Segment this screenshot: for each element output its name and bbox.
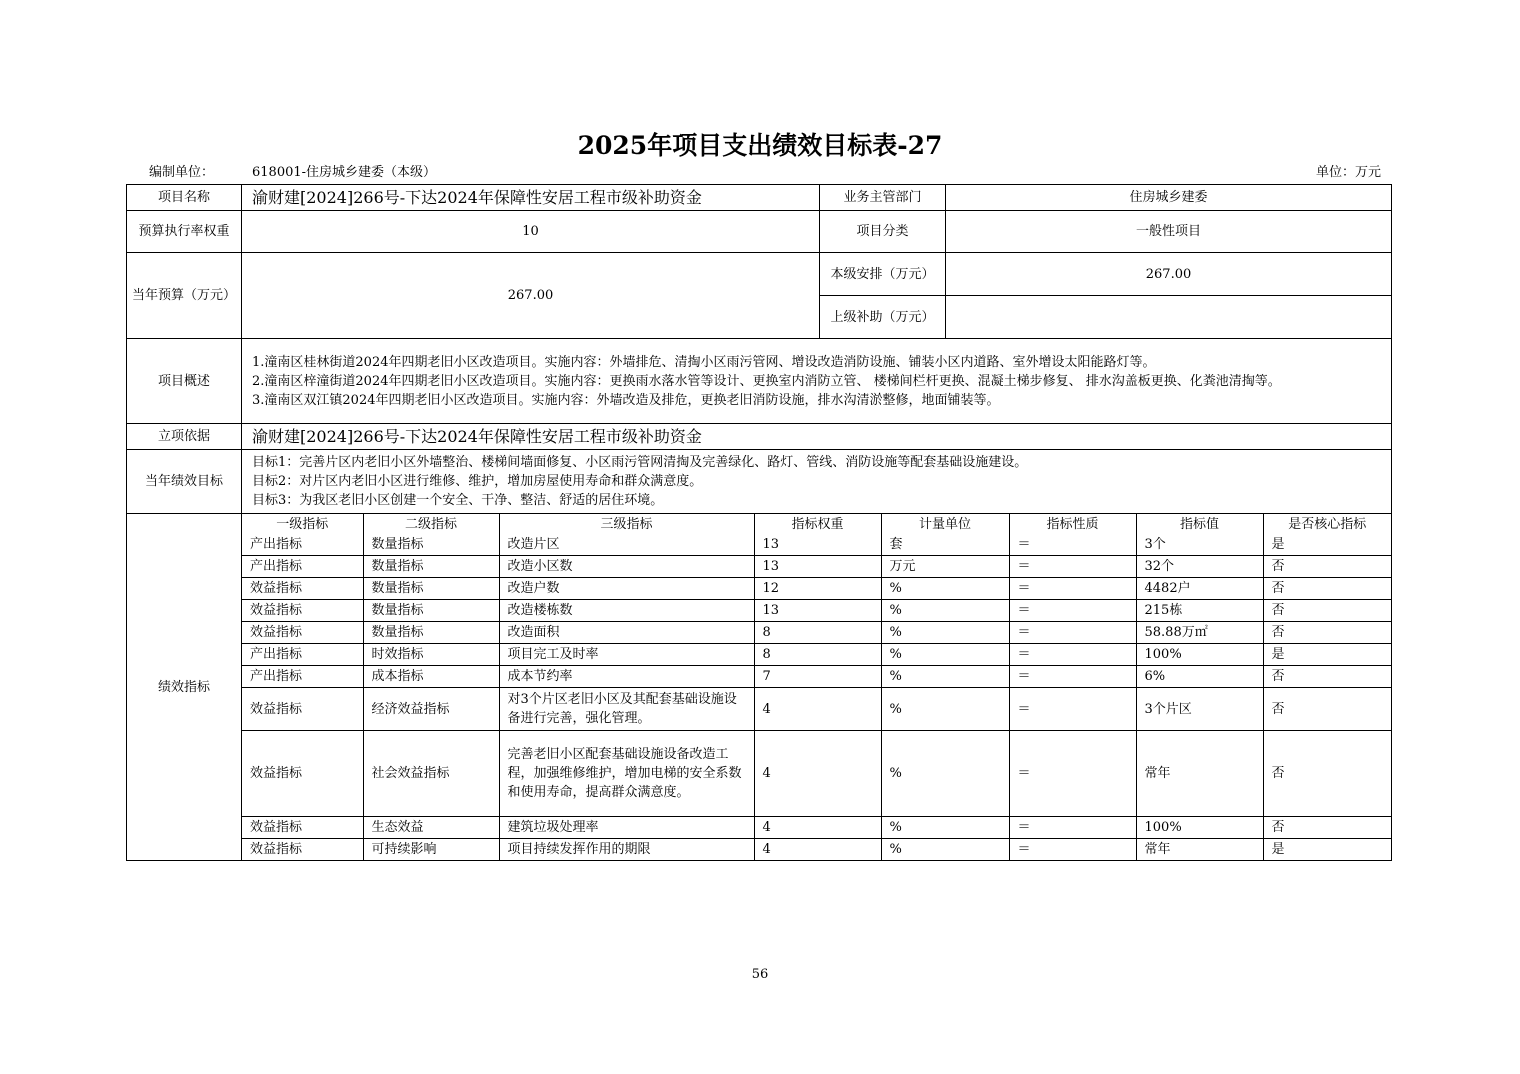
superior-label: 上级补助（万元） bbox=[820, 296, 946, 339]
page-number: 56 bbox=[751, 967, 769, 982]
indicator-cell: 效益指标 bbox=[242, 578, 363, 600]
indicator-row bbox=[242, 839, 1391, 861]
indicator-cell: 常年 bbox=[1136, 731, 1263, 817]
dept-value: 住房城乡建委 bbox=[946, 185, 1392, 211]
indicator-cell: % bbox=[881, 839, 1009, 861]
indicator-cell: 建筑垃圾处理率 bbox=[499, 817, 754, 839]
project-name-value: 渝财建[2024]266号-下达2024年保障性安居工程市级补助资金 bbox=[242, 185, 820, 211]
indicator-cell: 常年 bbox=[1136, 839, 1263, 861]
indicator-row bbox=[242, 688, 1391, 731]
indicators-header-cell: 二级指标 bbox=[363, 514, 499, 534]
indicator-cell: 数量指标 bbox=[363, 622, 499, 644]
overview-label: 项目概述 bbox=[127, 339, 242, 424]
overview-text bbox=[242, 339, 1392, 424]
basis-label: 立项依据 bbox=[127, 424, 242, 450]
indicator-row bbox=[242, 534, 1391, 556]
indicator-cell: 数量指标 bbox=[363, 600, 499, 622]
budget-value: 267.00 bbox=[242, 253, 820, 339]
local-value: 267.00 bbox=[946, 253, 1392, 296]
indicator-cell: 32个 bbox=[1136, 556, 1263, 578]
indicator-cell: 效益指标 bbox=[242, 817, 363, 839]
indicator-cell: ＝ bbox=[1009, 622, 1136, 644]
indicator-cell: 4 bbox=[754, 731, 881, 817]
indicator-cell: 215栋 bbox=[1136, 600, 1263, 622]
indicator-cell: ＝ bbox=[1009, 666, 1136, 688]
indicator-cell: 4 bbox=[754, 688, 881, 731]
indicator-cell: ＝ bbox=[1009, 600, 1136, 622]
indicator-row bbox=[242, 666, 1391, 688]
indicator-cell: % bbox=[881, 578, 1009, 600]
indicator-cell: 万元 bbox=[881, 556, 1009, 578]
indicator-cell: 13 bbox=[754, 600, 881, 622]
indicator-cell: 数量指标 bbox=[363, 578, 499, 600]
indicator-cell: 否 bbox=[1263, 688, 1391, 731]
indicator-cell: 12 bbox=[754, 578, 881, 600]
indicator-cell: 是 bbox=[1263, 534, 1391, 556]
indicator-row bbox=[242, 600, 1391, 622]
indicator-row bbox=[242, 622, 1391, 644]
goal-item: 目标1：完善片区内老旧小区外墙整治、楼梯间墙面修复、小区雨污管网清掏及完善绿化、路灯、管线、消防设施等配套基础设施建设。 bbox=[252, 455, 1028, 470]
indicator-cell: ＝ bbox=[1009, 839, 1136, 861]
indicator-cell: ＝ bbox=[1009, 556, 1136, 578]
indicator-cell: 成本指标 bbox=[363, 666, 499, 688]
overview-item: 1.潼南区桂林街道2024年四期老旧小区改造项目。实施内容：外墙排危、清掏小区雨污管网、增设改造消防设施、铺装小区内道路、室外增设太阳能路灯等。 bbox=[252, 354, 1156, 370]
indicators-table bbox=[242, 514, 1391, 860]
indicator-cell: 否 bbox=[1263, 578, 1391, 600]
indicator-cell: 8 bbox=[754, 622, 881, 644]
indicators-cell bbox=[242, 514, 1392, 861]
indicator-cell: 否 bbox=[1263, 817, 1391, 839]
indicators-label: 绩效指标 bbox=[127, 514, 242, 861]
indicator-cell: 数量指标 bbox=[363, 534, 499, 556]
indicator-cell: 时效指标 bbox=[363, 644, 499, 666]
org-label: 编制单位： bbox=[149, 165, 215, 180]
indicator-cell: 完善老旧小区配套基础设施设备改造工程，加强维修维护，增加电梯的安全系数和使用寿命，提高群众满意度。 bbox=[499, 731, 754, 817]
indicator-cell: 13 bbox=[754, 556, 881, 578]
indicator-cell: 产出指标 bbox=[242, 556, 363, 578]
indicator-row bbox=[242, 578, 1391, 600]
indicator-cell: 效益指标 bbox=[242, 731, 363, 817]
indicator-cell: 套 bbox=[881, 534, 1009, 556]
indicator-cell: % bbox=[881, 622, 1009, 644]
weight-value: 10 bbox=[242, 211, 820, 253]
dept-label: 业务主管部门 bbox=[820, 185, 946, 211]
indicator-cell: 否 bbox=[1263, 556, 1391, 578]
indicator-row bbox=[242, 644, 1391, 666]
indicator-cell: ＝ bbox=[1009, 534, 1136, 556]
goal-item: 目标2：对片区内老旧小区进行维修、维护，增加房屋使用寿命和群众满意度。 bbox=[252, 474, 703, 489]
indicator-row bbox=[242, 556, 1391, 578]
indicator-cell: 改造楼栋数 bbox=[499, 600, 754, 622]
unit-label: 单位：万元 bbox=[1315, 165, 1381, 180]
indicator-cell: 4 bbox=[754, 839, 881, 861]
indicator-cell: 是 bbox=[1263, 644, 1391, 666]
indicators-header-cell: 指标权重 bbox=[754, 514, 881, 534]
indicator-cell: % bbox=[881, 817, 1009, 839]
indicator-cell: ＝ bbox=[1009, 731, 1136, 817]
indicator-cell: 6% bbox=[1136, 666, 1263, 688]
indicator-cell: 13 bbox=[754, 534, 881, 556]
indicator-cell: 产出指标 bbox=[242, 666, 363, 688]
indicator-cell: 改造面积 bbox=[499, 622, 754, 644]
indicator-cell: 改造户数 bbox=[499, 578, 754, 600]
indicator-row bbox=[242, 731, 1391, 817]
indicator-cell: 100% bbox=[1136, 644, 1263, 666]
category-label: 项目分类 bbox=[820, 211, 946, 253]
project-name-label: 项目名称 bbox=[127, 185, 242, 211]
category-value: 一般性项目 bbox=[946, 211, 1392, 253]
weight-label: 预算执行率权重 bbox=[127, 211, 242, 253]
indicator-cell: 否 bbox=[1263, 622, 1391, 644]
indicators-header-cell: 一级指标 bbox=[242, 514, 363, 534]
indicator-cell: 效益指标 bbox=[242, 600, 363, 622]
indicators-header-cell: 计量单位 bbox=[881, 514, 1009, 534]
goal-text bbox=[242, 450, 1392, 514]
org-value: 618001-住房城乡建委（本级） bbox=[252, 165, 437, 180]
indicator-cell: 产出指标 bbox=[242, 534, 363, 556]
indicator-cell: 项目完工及时率 bbox=[499, 644, 754, 666]
indicator-cell: 否 bbox=[1263, 600, 1391, 622]
indicator-cell: 效益指标 bbox=[242, 622, 363, 644]
indicator-row bbox=[242, 817, 1391, 839]
indicator-cell: 100% bbox=[1136, 817, 1263, 839]
indicator-cell: 4482户 bbox=[1136, 578, 1263, 600]
indicators-header-cell: 三级指标 bbox=[499, 514, 754, 534]
indicator-cell: 效益指标 bbox=[242, 839, 363, 861]
indicator-cell: % bbox=[881, 731, 1009, 817]
indicator-cell: 8 bbox=[754, 644, 881, 666]
indicator-cell: 3个片区 bbox=[1136, 688, 1263, 731]
indicator-cell: 4 bbox=[754, 817, 881, 839]
indicator-cell: 否 bbox=[1263, 731, 1391, 817]
indicator-cell: 改造片区 bbox=[499, 534, 754, 556]
indicator-cell: 7 bbox=[754, 666, 881, 688]
indicators-header-row bbox=[242, 514, 1391, 534]
budget-label: 当年预算（万元） bbox=[127, 253, 242, 339]
indicator-cell: 可持续影响 bbox=[363, 839, 499, 861]
indicator-cell: 58.88万㎡ bbox=[1136, 622, 1263, 644]
indicator-cell: % bbox=[881, 644, 1009, 666]
indicator-cell: 对3个片区老旧小区及其配套基础设施设备进行完善，强化管理。 bbox=[499, 688, 754, 731]
indicator-cell: 产出指标 bbox=[242, 644, 363, 666]
goal-item: 目标3：为我区老旧小区创建一个安全、干净、整洁、舒适的居住环境。 bbox=[252, 493, 664, 508]
indicator-cell: 3个 bbox=[1136, 534, 1263, 556]
indicator-cell: 是 bbox=[1263, 839, 1391, 861]
indicator-cell: ＝ bbox=[1009, 688, 1136, 731]
indicator-cell: % bbox=[881, 688, 1009, 731]
indicator-cell: % bbox=[881, 666, 1009, 688]
performance-table bbox=[126, 184, 1392, 861]
indicator-cell: 成本节约率 bbox=[499, 666, 754, 688]
indicator-cell: 数量指标 bbox=[363, 556, 499, 578]
indicator-cell: 项目持续发挥作用的期限 bbox=[499, 839, 754, 861]
page-title: 2025年项目支出绩效目标表-27 bbox=[577, 131, 943, 160]
indicators-header-cell: 指标值 bbox=[1136, 514, 1263, 534]
superior-value bbox=[946, 296, 1392, 339]
overview-item: 3.潼南区双江镇2024年四期老旧小区改造项目。实施内容：外墙改造及排危，更换老旧消防设施，排水沟清淤整修，地面铺装等。 bbox=[252, 392, 1000, 408]
local-label: 本级安排（万元） bbox=[820, 253, 946, 296]
overview-item: 2.潼南区梓潼街道2024年四期老旧小区改造项目。实施内容：更换雨水落水管等设计、更换室内消防立管、 楼梯间栏杆更换、混凝土梯步修复、 排水沟盖板更换、化粪池清掏等。 bbox=[252, 373, 1281, 389]
indicator-cell: ＝ bbox=[1009, 817, 1136, 839]
indicator-cell: % bbox=[881, 600, 1009, 622]
goal-label: 当年绩效目标 bbox=[127, 450, 242, 514]
basis-value: 渝财建[2024]266号-下达2024年保障性安居工程市级补助资金 bbox=[242, 424, 1392, 450]
indicator-cell: 改造小区数 bbox=[499, 556, 754, 578]
indicator-cell: 否 bbox=[1263, 666, 1391, 688]
indicator-cell: 社会效益指标 bbox=[363, 731, 499, 817]
indicator-cell: 效益指标 bbox=[242, 688, 363, 731]
indicators-header-cell: 是否核心指标 bbox=[1263, 514, 1391, 534]
indicators-header-cell: 指标性质 bbox=[1009, 514, 1136, 534]
indicator-cell: 生态效益 bbox=[363, 817, 499, 839]
indicator-cell: ＝ bbox=[1009, 644, 1136, 666]
indicator-cell: ＝ bbox=[1009, 578, 1136, 600]
indicator-cell: 经济效益指标 bbox=[363, 688, 499, 731]
